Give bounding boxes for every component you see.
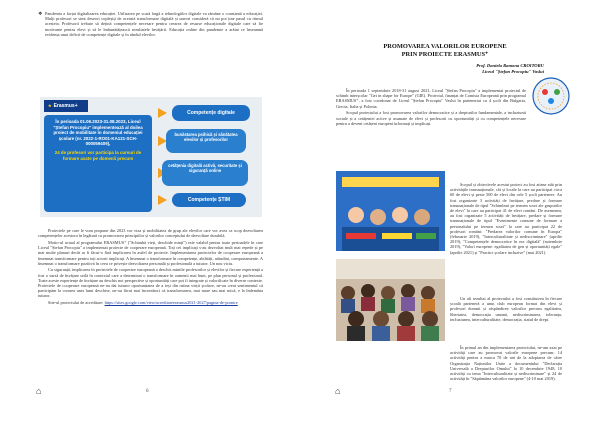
infographic-main-box bbox=[44, 115, 152, 212]
paragraph: Un alt rezultat al proiectului a fost constituirea în fiecare școală parteneră a unui club european format din elevi și profesori domnii și răspândirea valorilor precum egalitatea, libertatea, democrația umană, nediscriminarea, toleranța, incluziunea, interculturalitate, democrația, statul de drept. bbox=[450, 296, 562, 322]
bubble-digital-competences: Competențe digitale bbox=[172, 105, 250, 121]
project-logo-image bbox=[529, 76, 573, 116]
author-block bbox=[430, 63, 544, 74]
paragraph: În primul an din implementarea proiectului, ne-am axat pe activități care au promovat valorile europene precum: 14 activități pentru a marca 70 de ani de la adoptarea de către Organizația Națiunilor Unite a documentului "Declarația Universală a Drepturilor Omului" la 10 decembrie 1948, 10 activități cu tema "Interculturalitate și nediscriminare" și 24 de activități în "Săptămâna valorilor europene" (4-10 mai 2019). bbox=[450, 345, 562, 382]
body-text-right-col bbox=[450, 182, 562, 256]
body-text-right-top bbox=[336, 88, 526, 127]
author-name: Prof. Daniela Ramona CROITORU bbox=[476, 63, 544, 68]
paragraph: Scopul proiectului a fost promovarea valorilor democratice și a drepturilor fundamentale, a incluziunii sociale și a cetățeniei active și asumate de elevi și profesorii cu oportunități și cu competențele necesare pentru a deveni cetățeni europeni informați și implicați. bbox=[336, 110, 526, 126]
home-icon[interactable]: ⌂ bbox=[335, 386, 341, 396]
arrow-icon bbox=[158, 195, 167, 205]
page-number: 7 bbox=[449, 389, 452, 394]
article-title bbox=[350, 43, 540, 58]
paragraph: În perioada 1 septembrie 2018-31 august 2021, Liceul "Ștefan Procopiu" a implementat proiectul de schimb interșcolar "Get in shape for Europe" (GIE). Proiectul, finanțat de Comisia Europeană prin programul ERASMUS⁺, a fost coordonat de Liceul "Ștefan Procopiu" Vaslui în parteneriat cu 4 școli din Bulgaria, Grecia, Italia și Polonia. bbox=[336, 88, 526, 109]
home-icon[interactable]: ⌂ bbox=[36, 386, 42, 396]
paragraph: Motto-ul actual al programului ERASMUS⁺ ("Schimbă vieți, deschide minți") este valabil pentru toate perioadele în care Liceul "Ștefan Procopiu" a implementat proiecte de cooperare europeană. Toți cei implicați s-au dezvoltat mult mai repede și pe mai multe planuri decât ar fi făcut-o fără implicarea în astfel de proiecte. Implementarea proiectelor de cooperare europeană a însemnat transformare pentru toți actorii implicați. A însemnat o transformare în competențe, abilități, atitudini, comportamente. A însemnat o transformare pozitivă în ceea ce privește dezvoltarea personală și profesională a tuturor. Un nou viciu. bbox=[38, 239, 263, 266]
bubble-wellbeing: bunăstarea psihică și sănătatea elevilor și profesorilor bbox=[166, 129, 246, 153]
bubble-stem-competences: Competențe ȘTIM bbox=[172, 193, 246, 207]
paragraph: Cu siguranță, implicarea în proiectele de cooperare europeană a deschis mintile profesorilor și elevilor și fiecare experiență a fost o sursă de învățare utilă în contextul care a determinat o transformare în oamenii mai buni, pe plan personal și profesional. Toate aceste experiențe de învățare au deschis noi perspective și oportunități care pot fi integrate și valorificate în diverse contexte. Proiectele de cooperare europeană ne-au dat tuturor oportunitatea de a ieși din rutina vieții școlare, ne-au creat sentimentul că participăm la crearea unei lumi deschise, ne-au făcut mai încrezători că transformarea, mai mare sau mai mică, e la îndemâna tuturor. bbox=[38, 267, 263, 299]
paragraph-site: Site-ul proiectului de acreditare: https://sites.google.com/view/acreditareerasmus2021-2027/pagina-de-pornire bbox=[48, 300, 238, 306]
body-text-right-lower bbox=[450, 296, 562, 324]
infographic-competences bbox=[158, 105, 258, 213]
paragraph: Scopul și obiectivele acestui proiect au fost atinse atât prin activitățile transnaționale, cât și locale la care au participat circa 60 de elevi și peste 500 de elevi din cele 5 școli partenere. Au fost organizate 3 activități de învățare, predare și formare transnaționale de tipul "Schimburi pe termen scurt ale grupurilor de elevi" la care au participat 41 de elevi români. De asemenea, au fost organizate 5 activități de învățare, predare și formare transnaționale de tipul "Evenimente comune de formare a personalului pe termen scurt" la care au participat 22 de profesori români: "Predarea valorilor comune în Europa" (februarie 2019), "Interculturalitate și nediscriminare" (aprilie 2019), "Competențele democratice în era digitală" (noiembrie 2019), "Valori europene: egalitatea de gen și oportunități egale" (aprilie 2021) și "Practici școlare incluzive" (mai 2021). bbox=[450, 182, 562, 255]
eu-stars-icon: ★ bbox=[48, 103, 52, 108]
intro-paragraph: Pandemia a forțat digitalizarea educației. Utilizarea pe scară largă a tehnologiilor digitale va rămâne o constantă a educației. Mulți profesori se simt deseori copleșiți de această transformare digitală și uneori consideră că nu pot ține pasul cu ritmul acesteia. Profesorii trebuie să dețină competențele necesare pentru crearea de resurse educaționale digitale care să fie motivante pentru elevi și să le îmbunătățească rezultatele învățării. Educația online din pandemie a arătat ce înseamnă evidența unui deficit de competențe digitale și în rândul elevilor. bbox=[45, 11, 263, 37]
body-text-right-bottom bbox=[450, 345, 562, 383]
bullet-icon: ❖ bbox=[38, 12, 43, 17]
infographic-highlight: 24 de profesori vor participa la cursuri de formare axate pe domenii precum bbox=[54, 149, 142, 161]
bubble-digital-citizenship: cetățenia digitală activă, securitate și siguranță online bbox=[162, 160, 248, 186]
paragraph: Proiectele pe care le vom propune din 2023 vor viza și mobilitatea de grup ale elevilor care vor avea ca scop dezvoltarea competențelor acestora în legătură cu promovarea principiilor și valorilor conceptului de dezvoltare durabilă. bbox=[38, 228, 263, 239]
infographic-period-text: În perioada 01.06.2023-31.08.2023, Liceul "Ștefan Procopiu" implementează al doilea proiect de mobilitate în domeniul educației școlare (nr. 2022-1-RO01-KA121-SCH-000059409), bbox=[53, 119, 143, 147]
project-logo-icon bbox=[529, 76, 573, 116]
arrow-icon bbox=[158, 108, 167, 118]
classroom-photo bbox=[336, 259, 445, 341]
students-poster-photo bbox=[336, 171, 445, 251]
erasmus-infographic bbox=[40, 97, 262, 217]
erasmus-logo: ★ Erasmus+ bbox=[44, 100, 88, 112]
title-line-1: PROMOVAREA VALORILOR EUROPENE bbox=[383, 43, 507, 50]
body-text-left bbox=[38, 228, 263, 307]
page-number: 6 bbox=[146, 389, 149, 394]
project-site-link[interactable]: https://sites.google.com/view/acreditareerasmus2021-2027/pagina-de-pornire bbox=[104, 300, 238, 306]
title-line-2: PRIN PROIECTE ERASMUS⁺ bbox=[401, 50, 489, 58]
author-school: Liceul "Ștefan Procopiu" Vaslui bbox=[482, 68, 544, 74]
